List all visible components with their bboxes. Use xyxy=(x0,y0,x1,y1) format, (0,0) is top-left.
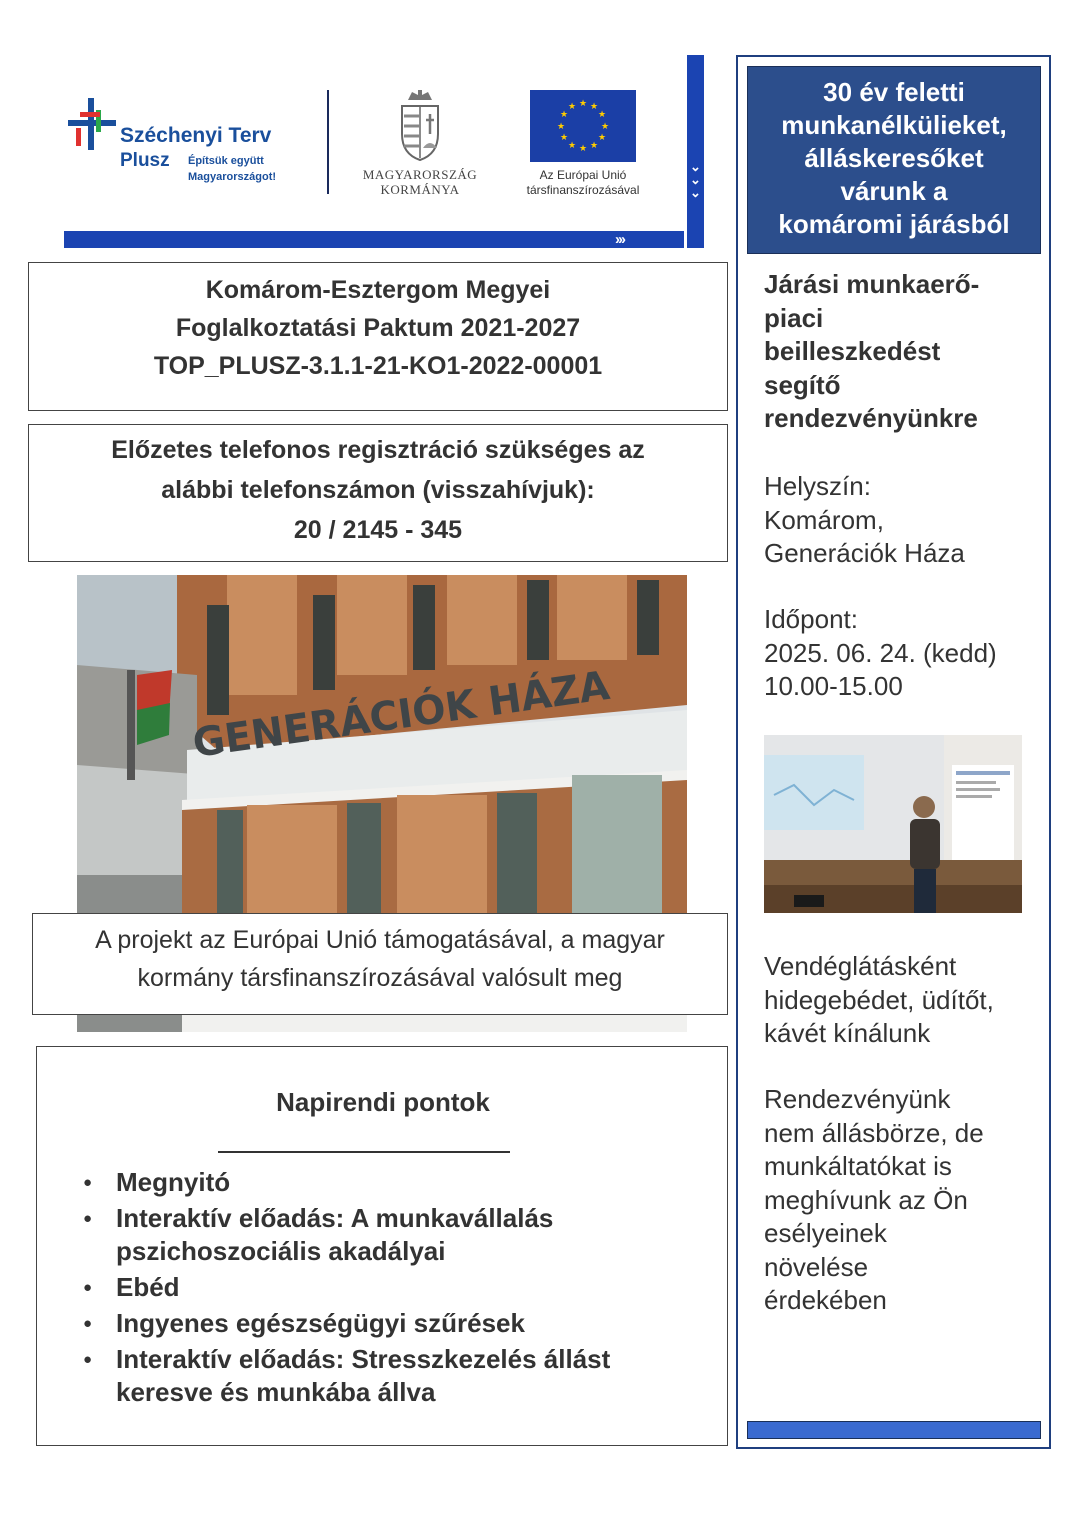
hospitality-note xyxy=(764,950,1039,1051)
time-block xyxy=(764,603,1039,704)
svg-text:★: ★ xyxy=(567,102,577,112)
svg-text:★: ★ xyxy=(559,133,569,143)
notice-line: meghívunk az Ön xyxy=(764,1184,968,1215)
event-title-line: rendezvényünkre xyxy=(764,403,978,433)
banner-line: álláskeresőket xyxy=(804,143,984,173)
presentation-photo xyxy=(764,735,1022,913)
sidebar-footer-bar xyxy=(747,1421,1041,1439)
eu-logo-line1: Az Európai Unió xyxy=(539,168,627,182)
banner-line: 30 év feletti xyxy=(823,77,965,107)
banner-line: várunk a xyxy=(840,176,948,206)
funding-note-line1: A projekt az Európai Unió támogatásával, a magyar xyxy=(95,926,665,954)
notice-line: munkáltatókat is xyxy=(764,1151,952,1181)
time-label: Időpont: xyxy=(764,604,858,634)
svg-text:★: ★ xyxy=(597,133,607,143)
hospitality-line: hidegebédet, üdítőt, xyxy=(764,984,994,1015)
event-title-line: piaci xyxy=(764,302,824,333)
eu-flag-icon xyxy=(530,90,636,162)
event-title-line: Járási munkaerő- xyxy=(764,269,980,299)
agenda-item: ● Interaktív előadás: Stresszkezelés állást keresve és munkába állva xyxy=(78,1343,718,1409)
szechenyi-slogan-line1: Építsük együtt xyxy=(188,155,264,167)
svg-text:★: ★ xyxy=(600,122,610,132)
svg-text:★: ★ xyxy=(567,141,577,151)
eu-logo-line2: társfinanszírozásával xyxy=(526,183,640,197)
funding-note-line2: kormány társfinanszírozásával valósult meg xyxy=(137,964,623,992)
svg-text:★: ★ xyxy=(559,110,569,120)
szechenyi-plus: Plusz xyxy=(120,150,170,171)
notice-line: növelése xyxy=(764,1251,869,1282)
government-logo-line2: KORMÁNYA xyxy=(380,182,460,197)
project-code: TOP_PLUSZ-3.1.1-21-KO1-2022-00001 xyxy=(153,352,603,380)
registration-line1: Előzetes telefonos regisztráció szükséges az xyxy=(111,436,645,464)
banner-line: munkanélkülieket, xyxy=(781,110,1007,140)
government-logo-line1: MAGYARORSZÁG xyxy=(362,167,478,182)
location-value: Komárom, xyxy=(764,504,884,535)
hospitality-line: kávét kínálunk xyxy=(764,1018,931,1048)
svg-text:★: ★ xyxy=(589,141,599,151)
location-label: Helyszín: xyxy=(764,471,871,501)
notice-line: nem állásbörze, de xyxy=(764,1117,984,1148)
svg-text:★: ★ xyxy=(578,99,588,109)
hospitality-line: Vendéglátásként xyxy=(764,951,957,981)
banner-vertical-bar xyxy=(687,55,704,248)
agenda-item: ● Interaktív előadás: A munkavállalás pszichoszociális akadályai xyxy=(78,1202,718,1268)
logo-divider xyxy=(327,90,329,194)
svg-text:★: ★ xyxy=(578,144,588,154)
notice-line: érdekében xyxy=(764,1285,887,1315)
event-title xyxy=(764,268,1039,436)
event-date: 2025. 06. 24. (kedd) xyxy=(764,637,997,668)
building-sign-text: GENERÁCIÓK HÁZA xyxy=(189,661,623,767)
banner-arrows-icon: ››› xyxy=(615,231,624,248)
target-audience-banner xyxy=(747,66,1041,254)
registration-phone: 20 / 2145 - 345 xyxy=(293,516,463,544)
event-notice xyxy=(764,1083,1039,1318)
registration-box xyxy=(28,424,728,562)
project-title-line1: Komárom-Esztergom Megyei xyxy=(205,276,551,304)
szechenyi-slogan-line2: Magyarországot! xyxy=(188,171,277,183)
event-title-line: segítő xyxy=(764,369,841,400)
notice-line: Rendezvényünk xyxy=(764,1084,951,1114)
hungarian-crest-icon xyxy=(398,90,442,162)
location-block xyxy=(764,470,1039,571)
agenda-item: ● Ebéd xyxy=(78,1271,718,1304)
project-title-line2: Foglalkoztatási Paktum 2021-2027 xyxy=(175,314,581,342)
agenda-item: ● Megnyitó xyxy=(78,1166,718,1199)
banner-bar xyxy=(64,231,684,248)
banner-line: komáromi járásból xyxy=(778,209,1010,239)
agenda-item: ● Ingyenes egészségügyi szűrések xyxy=(78,1307,718,1340)
svg-text:★: ★ xyxy=(589,102,599,112)
agenda-title-underline xyxy=(218,1151,510,1153)
svg-text:★: ★ xyxy=(597,110,607,120)
szechenyi-title: Széchenyi Terv xyxy=(120,124,272,147)
szechenyi-cross-icon xyxy=(66,96,118,152)
banner-chevrons-icon: ⌄ ⌄ ⌄ xyxy=(690,159,701,200)
location-value: Generációk Háza xyxy=(764,538,965,568)
svg-text:★: ★ xyxy=(556,122,566,132)
event-hours: 10.00-15.00 xyxy=(764,671,903,701)
agenda-title: Napirendi pontok xyxy=(276,1087,490,1117)
funding-note-box xyxy=(32,913,728,1015)
event-title-line: beilleszkedést xyxy=(764,336,941,366)
agenda-list xyxy=(78,1166,718,1412)
notice-line: esélyeinek xyxy=(764,1218,887,1248)
project-title-box xyxy=(28,262,728,411)
registration-line2: alábbi telefonszámon (visszahívjuk): xyxy=(161,476,595,504)
